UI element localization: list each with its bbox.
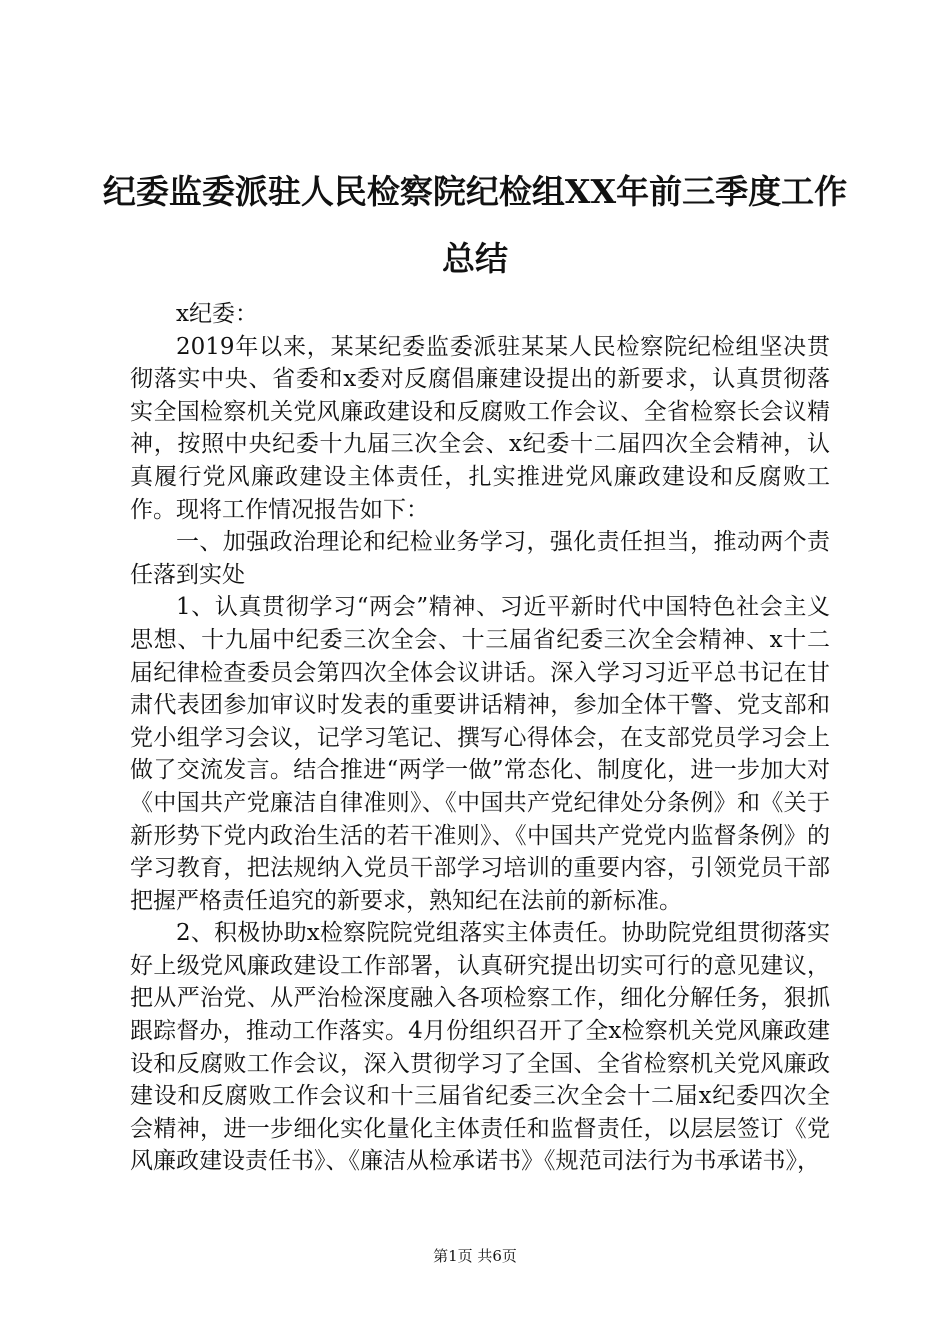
body-paragraph: 2、积极协助x检察院院党组落实主体责任。协助院党组贯彻落实好上级党风廉政建设工作部署，认真研究提出切实可行的意见建议，把从严治党、从严治检深度融入各项检察工作，细化分解任务，狠抓跟踪督办，推动工作落实。4月份组织召开了全x检察机关党风廉政建设和反腐败工作会议，深入贯彻学习了全国、全省检察机关党风廉政建设和反腐败工作会议和十三届省纪委三次全会十二届x纪委四次全会精神，进一步细化实化量化主体责任和监督责任，以层层签订《党风廉政建设责任书》、《廉洁从检承诺书》《规范司法行为书承诺书》， bbox=[130, 920, 830, 1175]
body-paragraph: 2019年以来，某某纪委监委派驻某某人民检察院纪检组坚决贯彻落实中央、省委和x委对反腐倡廉建设提出的新要求，认真贯彻落实全国检察机关党风廉政建设和反腐败工作会议、全省检察长会议精神，按照中央纪委十九届三次全会、x纪委十二届四次全会精神，认真履行党风廉政建设主体责任，扎实推进党风廉政建设和反腐败工作。现将工作情况报告如下： bbox=[130, 333, 830, 523]
page-footer: 第1页 共6页 bbox=[433, 1247, 517, 1265]
body-paragraph: 1、认真贯彻学习“两会”精神、习近平新时代中国特色社会主义思想、十九届中纪委三次全会、十三届省纪委三次全会精神、x十二届纪律检查委员会第四次全体会议讲话。深入学习习近平总书记在甘肃代表团参加审议时发表的重要讲话精神，参加全体干警、党支部和党小组学习会议，记学习笔记、撰写心得体会，在支部党员学习会上做了交流发言。结合推进“两学一做”常态化、制度化，进一步加大对《中国共产党廉洁自律准则》、《中国共产党纪律处分条例》和《关于新形势下党内政治生活的若干准则》、《中国共产党党内监督条例》的学习教育，把法规纳入党员干部学习培训的重要内容，引领党员干部把握严格责任追究的新要求，熟知纪在法前的新标准。 bbox=[130, 594, 830, 914]
salutation: x纪委： bbox=[176, 301, 258, 327]
document-body bbox=[130, 298, 830, 1178]
section-heading: 一、加强政治理论和纪检业务学习，强化责任担当，推动两个责任落到实处 bbox=[130, 529, 830, 588]
document-title: 纪委监委派驻人民检察院纪检组XX年前三季度工作总结 bbox=[102, 172, 848, 278]
